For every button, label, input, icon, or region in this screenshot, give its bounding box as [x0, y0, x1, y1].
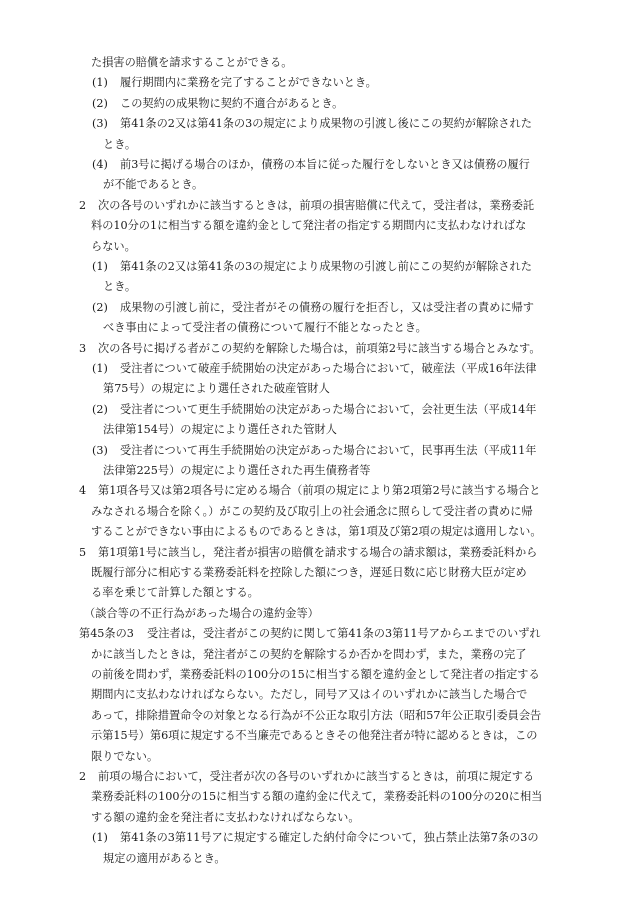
- text-line: [0, 502, 630, 522]
- line-text: とき。: [103, 137, 137, 151]
- line-text: 第41条の3第11号アに規定する確定した納付命令について，独占禁止法第7条の3の: [120, 831, 539, 845]
- heading-text: （談合等の不正行為があった場合の違約金等）: [84, 606, 319, 620]
- text-line: [0, 216, 630, 236]
- line-text: 法律第154号）の規定により選任された管財人: [103, 423, 337, 437]
- line-text: 第41条の2又は第41条の3の規定により成果物の引渡し前にこの契約が解除された: [120, 260, 532, 273]
- item-number: (2): [92, 300, 108, 314]
- text-line: [0, 53, 630, 73]
- text-line: [0, 257, 630, 277]
- line-text: 業務委託料の100分の15に相当する額の違約金に代えて，業務委託料の100分の20に相当: [91, 790, 543, 804]
- text-line: [0, 828, 630, 848]
- line-text: 限りでない。: [91, 749, 159, 763]
- text-line: [0, 277, 630, 297]
- text-line: [0, 339, 630, 359]
- line-text: 受注者について更生手続開始の決定があった場合において，会社更生法（平成14年: [120, 402, 537, 416]
- line-text: た損害の賠償を請求することができる。: [91, 56, 293, 69]
- line-text: 前項の場合において，受注者が次の各号のいずれかに該当するときは，前項に規定する: [98, 770, 535, 783]
- line-text: することができない事由によるものであるときは，第1項及び第2項の規定は適用しない。: [91, 525, 542, 539]
- text-line: [0, 481, 630, 501]
- line-text: かに該当したときは，発注者がこの契約を解除するか否かを問わず，また，業務の完了: [91, 647, 527, 661]
- text-line: [0, 624, 630, 644]
- line-text: 受注者は，受注者がこの契約に関して第41条の3第11号アからエまでのいずれ: [147, 627, 541, 641]
- line-text: する額の違約金を発注者に支払わなければならない。: [91, 810, 360, 824]
- line-text: この契約の成果物に契約不適合があるとき。: [120, 96, 344, 110]
- text-line: [0, 563, 630, 583]
- text-line: [0, 645, 630, 665]
- line-text: 示第15号）第6項に規定する不当廉売であるときその他発注者が特に認めるときは，この: [91, 729, 538, 743]
- item-number: (3): [92, 443, 108, 457]
- line-text: 次の各号のいずれかに該当するときは，前項の損害賠償に代えて，受注者は，業務委託: [98, 198, 535, 212]
- text-line: [0, 665, 630, 685]
- text-line: [0, 237, 630, 257]
- text-line: [0, 461, 630, 481]
- text-line: [0, 135, 630, 155]
- text-line: [0, 400, 630, 420]
- line-text: 第1項第1号に該当し，発注者が損害の賠償を請求する場合の請求額は，業務委託料から: [98, 545, 538, 559]
- text-line: [0, 808, 630, 828]
- text-line: [0, 298, 630, 318]
- item-number: (2): [92, 402, 108, 416]
- item-number: (1): [92, 362, 108, 375]
- line-text: 履行期間内に業務を完了することができないとき。: [120, 76, 377, 90]
- text-line: [0, 114, 630, 134]
- text-line: [0, 359, 630, 379]
- item-number: (2): [92, 96, 108, 110]
- line-text: 前3号に掲げる場合のほか，債務の本旨に従った履行をしないとき又は債務の履行: [120, 158, 530, 171]
- text-line: [0, 522, 630, 542]
- line-text: る率を乗じて計算した額とする。: [91, 586, 259, 600]
- item-number: 5: [79, 545, 87, 559]
- text-line: [0, 175, 630, 195]
- item-number: (4): [92, 158, 108, 171]
- text-line: [0, 726, 630, 746]
- text-line: [0, 583, 630, 603]
- line-text: 法律第225号）の規定により選任された再生債務者等: [103, 464, 371, 477]
- item-number: (3): [92, 117, 108, 131]
- line-text: が不能であるとき。: [103, 178, 204, 192]
- text-line: [0, 849, 630, 869]
- line-text: 既履行部分に相応する業務委託料を控除した額につき，遅延日数に応じ財務大臣が定め: [91, 566, 527, 579]
- line-text: みなされる場合を除く。）がこの契約及び取引上の社会通念に照らして受注者の責めに帰: [91, 504, 533, 518]
- item-number: (1): [92, 260, 108, 273]
- line-text: 次の各号に掲げる者がこの契約を解除した場合は，前項第2号に該当する場合とみなす。: [98, 341, 541, 355]
- item-number: (1): [92, 831, 108, 845]
- text-line: [0, 706, 630, 726]
- text-line: [0, 685, 630, 705]
- line-text: べき事由によって受注者の債務について履行不能となったとき。: [103, 321, 427, 335]
- item-number: 4: [79, 484, 87, 498]
- line-text: 期間内に支払わなければならない。ただし，同号ア又はイのいずれかに該当した場合で: [91, 688, 528, 702]
- item-number: 2: [79, 770, 87, 783]
- line-text: らない。: [91, 239, 136, 253]
- line-text: とき。: [103, 280, 137, 294]
- line-text: 受注者について破産手続開始の決定があった場合において，破産法（平成16年法律: [120, 362, 537, 375]
- line-text: 第1項各号又は第2項各号に定める場合（前項の規定により第2項第2号に該当する場合と: [98, 484, 541, 498]
- text-line: [0, 747, 630, 767]
- line-text: 規定の適用があるとき。: [103, 851, 226, 865]
- line-text: 第41条の2又は第41条の3の規定により成果物の引渡し後にこの契約が解除された: [120, 117, 532, 131]
- line-text: 受注者について再生手続開始の決定があった場合において，民事再生法（平成11年: [120, 443, 537, 457]
- text-line: [0, 379, 630, 399]
- item-number: 2: [79, 198, 87, 212]
- line-text: の前後を問わず，業務委託料の100分の15に相当する額を違約金として発注者の指定する: [91, 668, 540, 681]
- text-line: [0, 543, 630, 563]
- text-line: [0, 767, 630, 787]
- line-text: 第75号）の規定により選任された破産管財人: [103, 382, 330, 396]
- text-line: [0, 94, 630, 114]
- section-heading: [0, 604, 630, 624]
- item-number: (1): [92, 76, 108, 90]
- text-line: [0, 196, 630, 216]
- line-text: あって，排除措置命令の対象となる行為が不公正な取引方法（昭和57年公正取引委員会告: [91, 708, 542, 722]
- text-line: [0, 155, 630, 175]
- text-line: [0, 318, 630, 338]
- article-number: 第45条の3: [79, 627, 134, 641]
- line-text: 成果物の引渡し前に，受注者がその債務の履行を拒否し，又は受注者の責めに帰す: [120, 300, 534, 314]
- text-line: [0, 420, 630, 440]
- item-number: 3: [79, 341, 87, 355]
- text-line: [0, 73, 630, 93]
- text-line: [0, 441, 630, 461]
- line-text: 料の10分の1に相当する額を違約金として発注者の指定する期間内に支払わなければな: [91, 219, 527, 233]
- text-line: [0, 787, 630, 807]
